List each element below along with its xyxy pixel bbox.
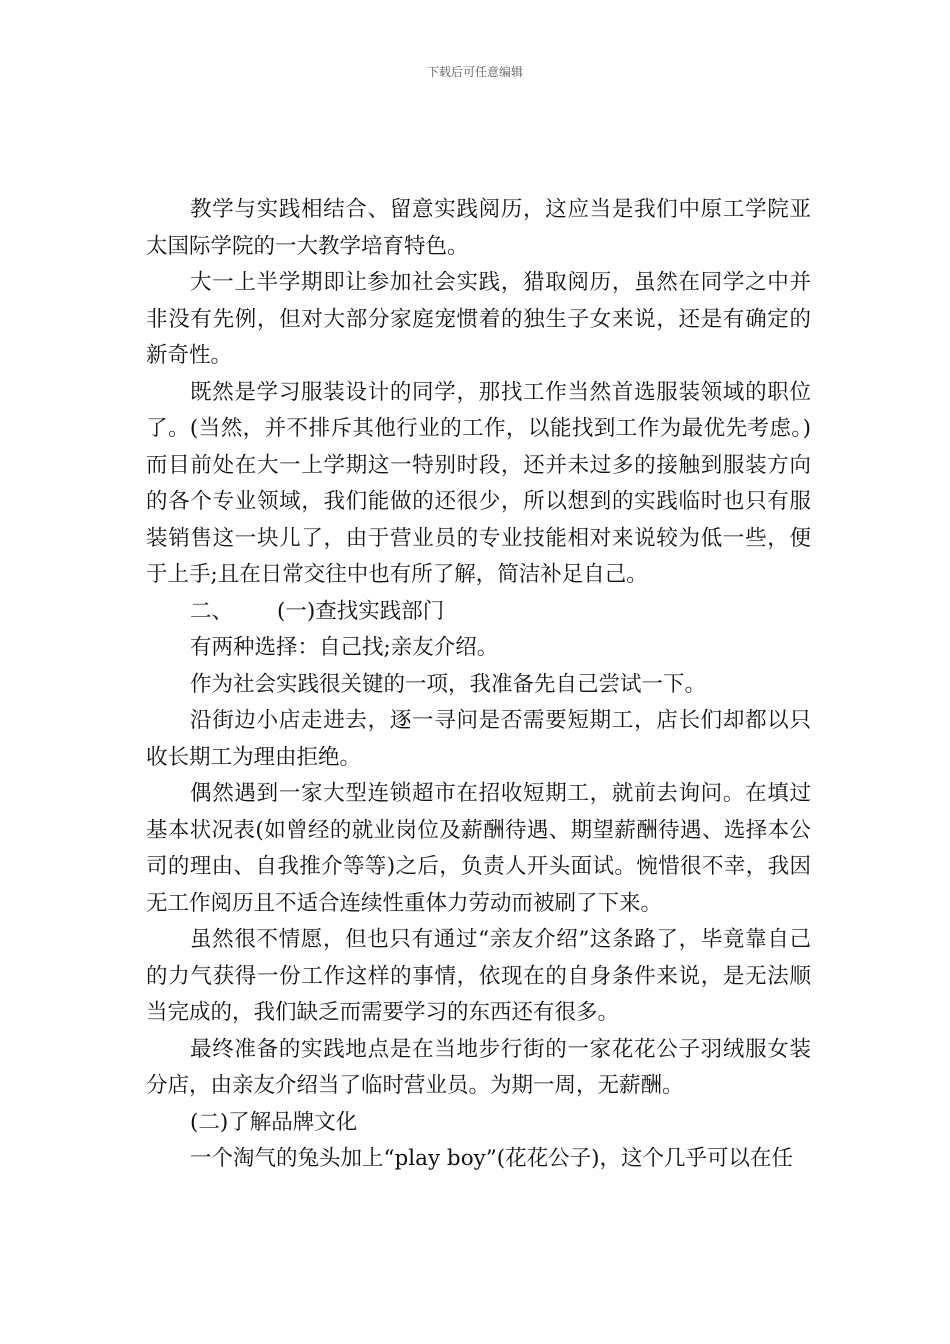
paragraph: 既然是学习服装设计的同学，那找工作当然首选服装领域的职位了。(当然，并不排斥其他行业的工作，以能找到工作为最优先考虑。)而目前处在大一上学期这一特别时段，还并未过多的接触到服装方向的各个专业领域，我们能做的还很少，所以想到的实践临时也只有服装销售这一块儿了，由于营业员的专业技能相对来说较为低一些，便于上手;且在日常交往中也有所了解，简洁补足自己。 — [146, 379, 811, 587]
page-header: 下载后可任意编辑 — [426, 65, 523, 79]
paragraph: 沿街边小店走进去，逐一寻问是否需要短期工，店长们却都以只收长期工为理由拒绝。 — [146, 708, 811, 770]
section-number: 二、 — [190, 598, 234, 624]
paragraph: 偶然遇到一家大型连锁超市在招收短期工，就前去询问。在填过基本状况表(如曾经的就业岗位及薪酬待遇、期望薪酬待遇、选择本公司的理由、自我推介等等)之后，负责人开头面试。惋惜很不幸，我因无工作阅历且不适合连续性重体力劳动而被刷了下来。 — [146, 781, 811, 916]
paragraph: 大一上半学期即让参加社会实践，猎取阅历，虽然在同学之中并非没有先例，但对大部分家庭宠惯着的独生子女来说，还是有确定的新奇性。 — [146, 270, 811, 368]
paragraph: 虽然很不情愿，但也只有通过“亲友介绍”这条路了，毕竟靠自己的力气获得一份工作这样的事情，依现在的自身条件来说，是无法顺当完成的，我们缺乏而需要学习的东西还有很多。 — [146, 927, 811, 1025]
paragraph: 一个淘气的兔头加上“play boy”(花花公子)，这个几乎可以在任 — [190, 1146, 794, 1171]
section-title: (一)查找实践部门 — [277, 598, 445, 624]
section-heading — [146, 594, 811, 631]
subsection-heading: (二)了解品牌文化 — [190, 1109, 358, 1135]
paragraph: 作为社会实践很关键的一项，我准备先自己尝试一下。 — [190, 671, 707, 697]
paragraph: 最终准备的实践地点是在当地步行街的一家花花公子羽绒服女装分店，由亲友介绍当了临时营业员。为期一周，无薪酬。 — [146, 1036, 811, 1098]
paragraph: 有两种选择：自己找;亲友介绍。 — [190, 635, 499, 660]
paragraph: 教学与实践相结合、留意实践阅历，这应当是我们中原工学院亚太国际学院的一大教学培育特色。 — [146, 197, 811, 259]
document-body — [146, 192, 811, 1178]
